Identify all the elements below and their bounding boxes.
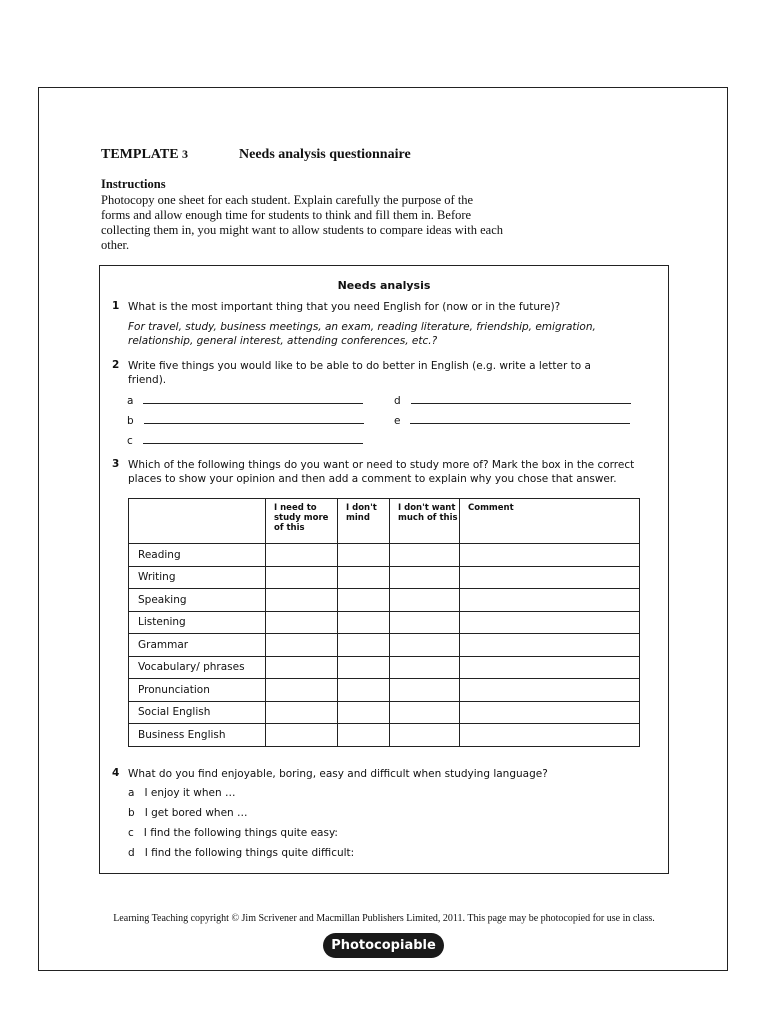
blank-letter: b [127, 415, 134, 427]
template-label [101, 147, 188, 163]
item-letter: b [128, 807, 135, 819]
q4-item-b [128, 807, 248, 819]
photocopiable-badge: Photocopiable [323, 933, 444, 958]
item-letter: a [128, 787, 135, 799]
instructions-body [101, 193, 561, 253]
needs-analysis-form [99, 265, 669, 874]
row-label: Writing [129, 566, 266, 589]
instructions-line: collecting them in, you might want to allow students to compare ideas with each [101, 223, 503, 237]
q4-text: What do you find enjoyable, boring, easy and difficult when studying language? [128, 768, 548, 780]
checkbox-cell[interactable] [338, 701, 390, 724]
row-label: Vocabulary/ phrases [129, 656, 266, 679]
checkbox-cell[interactable] [390, 679, 460, 702]
checkbox-cell[interactable] [338, 634, 390, 657]
q1-hint-line2: relationship, general interest, attending conferences, etc.? [128, 335, 438, 347]
comment-cell[interactable] [460, 566, 640, 589]
q4-number: 4 [112, 767, 120, 779]
column-header: I need to study more of this [266, 499, 338, 544]
checkbox-cell[interactable] [390, 724, 460, 747]
checkbox-cell[interactable] [390, 589, 460, 612]
checkbox-cell[interactable] [338, 656, 390, 679]
comment-cell[interactable] [460, 589, 640, 612]
comment-cell[interactable] [460, 611, 640, 634]
blank-d[interactable] [394, 394, 631, 407]
checkbox-cell[interactable] [390, 656, 460, 679]
checkbox-cell[interactable] [338, 544, 390, 567]
checkbox-cell[interactable] [266, 724, 338, 747]
checkbox-cell[interactable] [266, 566, 338, 589]
blank-e[interactable] [394, 414, 630, 427]
blank-letter: e [394, 415, 401, 427]
row-label: Speaking [129, 589, 266, 612]
q1-text: What is the most important thing that you need English for (now or in the future)? [128, 301, 561, 313]
instructions-line: forms and allow enough time for students to think and fill them in. Before [101, 208, 472, 222]
table-header-row [129, 499, 640, 544]
q2-text-line1: Write five things you would like to be able to do better in English (e.g. write a letter to a [128, 360, 591, 372]
checkbox-cell[interactable] [338, 566, 390, 589]
checkbox-cell[interactable] [390, 544, 460, 567]
instructions-line: other. [101, 238, 130, 252]
comment-cell[interactable] [460, 724, 640, 747]
table-row [129, 679, 640, 702]
item-letter: c [128, 827, 134, 839]
row-label: Business English [129, 724, 266, 747]
comment-cell[interactable] [460, 634, 640, 657]
answer-line[interactable] [143, 394, 363, 404]
row-label: Listening [129, 611, 266, 634]
form-title: Needs analysis [337, 279, 431, 292]
answer-line[interactable] [143, 434, 363, 444]
item-text: I get bored when … [144, 807, 248, 819]
table-row [129, 701, 640, 724]
row-label: Social English [129, 701, 266, 724]
q3-text-line1: Which of the following things do you want or need to study more of? Mark the box in the correct [128, 459, 635, 471]
answer-line[interactable] [144, 414, 364, 424]
page-title: Needs analysis questionnaire [239, 147, 411, 162]
answer-line[interactable] [410, 414, 630, 424]
checkbox-cell[interactable] [266, 679, 338, 702]
comment-cell[interactable] [460, 544, 640, 567]
blank-letter: c [127, 435, 133, 447]
item-text: I enjoy it when … [144, 787, 236, 799]
column-header: I don't want much of this [390, 499, 460, 544]
item-text: I find the following things quite easy: [143, 827, 338, 839]
column-header [129, 499, 266, 544]
checkbox-cell[interactable] [390, 566, 460, 589]
checkbox-cell[interactable] [390, 611, 460, 634]
row-label: Grammar [129, 634, 266, 657]
blank-c[interactable] [127, 434, 363, 447]
column-header: I don't mind [338, 499, 390, 544]
q2-number: 2 [112, 359, 120, 371]
checkbox-cell[interactable] [266, 634, 338, 657]
template-number: 3 [182, 147, 189, 161]
checkbox-cell[interactable] [390, 701, 460, 724]
answer-line[interactable] [411, 394, 631, 404]
item-text: I find the following things quite difficult: [144, 847, 355, 859]
checkbox-cell[interactable] [266, 611, 338, 634]
study-preferences-table [128, 498, 640, 747]
checkbox-cell[interactable] [338, 611, 390, 634]
q4-item-a [128, 787, 235, 799]
q3-number: 3 [112, 458, 120, 470]
checkbox-cell[interactable] [338, 679, 390, 702]
blank-letter: a [127, 395, 134, 407]
comment-cell[interactable] [460, 701, 640, 724]
table-row [129, 724, 640, 747]
q4-item-c [128, 827, 338, 839]
checkbox-cell[interactable] [390, 634, 460, 657]
template-label-text: TEMPLATE [101, 147, 179, 162]
checkbox-cell[interactable] [338, 724, 390, 747]
blank-b[interactable] [127, 414, 364, 427]
table-row [129, 566, 640, 589]
q3-text-line2: places to show your opinion and then add a comment to explain why you chose that answer. [128, 473, 617, 485]
row-label: Pronunciation [129, 679, 266, 702]
instructions-heading: Instructions [101, 177, 166, 191]
checkbox-cell[interactable] [266, 589, 338, 612]
table-row [129, 634, 640, 657]
copyright-notice: Learning Teaching copyright © Jim Scrivener and Macmillan Publishers Limited, 2011. This page may be photocopied for use in class. [113, 913, 655, 924]
row-label: Reading [129, 544, 266, 567]
comment-cell[interactable] [460, 656, 640, 679]
item-letter: d [128, 847, 135, 859]
blank-a[interactable] [127, 394, 363, 407]
instructions-line: Photocopy one sheet for each student. Explain carefully the purpose of the [101, 193, 474, 207]
checkbox-cell[interactable] [338, 589, 390, 612]
q4-item-d [128, 847, 354, 859]
column-header: Comment [460, 499, 640, 544]
checkbox-cell[interactable] [266, 656, 338, 679]
table-row [129, 589, 640, 612]
checkbox-cell[interactable] [266, 701, 338, 724]
blank-letter: d [394, 395, 401, 407]
table-row [129, 544, 640, 567]
table-row [129, 611, 640, 634]
comment-cell[interactable] [460, 679, 640, 702]
q1-hint-line1: For travel, study, business meetings, an exam, reading literature, friendship, emigration, [128, 321, 596, 333]
table-row [129, 656, 640, 679]
q1-number: 1 [112, 300, 120, 312]
checkbox-cell[interactable] [266, 544, 338, 567]
q2-text-line2: friend). [128, 374, 167, 386]
